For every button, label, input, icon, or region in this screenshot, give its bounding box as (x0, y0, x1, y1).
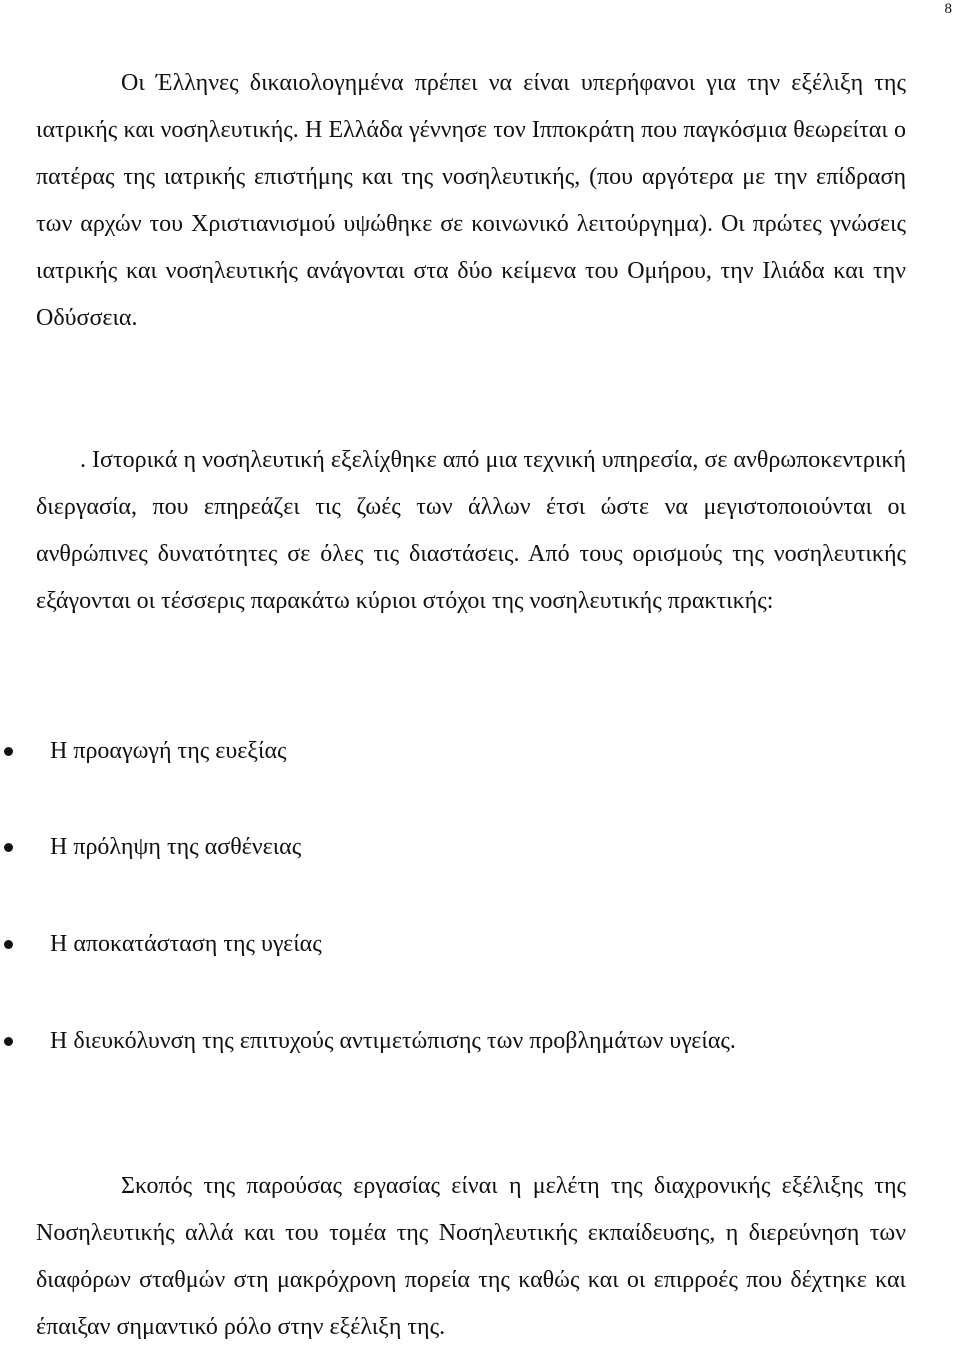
list-item (0, 824, 940, 871)
list-item (0, 921, 940, 968)
list-item-text: Η αποκατάσταση της υγείας (50, 931, 322, 957)
paragraph-history: . Ιστορικά η νοσηλευτική εξελίχθηκε από μια τεχνική υπηρεσία, σε ανθρωποκεντρική διεργασία, που επηρεάζει τις ζωές των άλλων έτσι ώστε να μεγιστοποιούνται οι ανθρώπινες δυνατότητες σε όλες τις διαστάσεις. Από τους ορισμούς της νοσηλευτικής εξάγονται οι τέσσερις παρακάτω κύριοι στόχοι της νοσηλευτικής πρακτικής: (36, 447, 906, 614)
bullet-icon (4, 747, 13, 756)
list-item-text: Η διευκόλυνση της επιτυχούς αντιμετώπισης των προβλημάτων υγείας. (50, 1028, 736, 1054)
bullet-icon (4, 1037, 13, 1046)
list-item-text: Η πρόληψη της ασθένειας (50, 834, 302, 860)
list-item (0, 1018, 940, 1065)
bullet-icon (4, 843, 13, 852)
list-item (0, 728, 940, 775)
page-number: 8 (944, 1, 952, 17)
bullet-icon (4, 940, 13, 949)
list-item-text: Η προαγωγή της ευεξίας (50, 738, 287, 764)
paragraph-purpose: Σκοπός της παρούσας εργασίας είναι η μελέτη της διαχρονικής εξέλιξης της Νοσηλευτικής αλλά και του τομέα της Νοσηλευτικής εκπαίδευσης, η διερεύνηση των διαφόρων σταθμών στη μακρόχρονη πορεία της καθώς και οι επιρροές που δέχτηκε και έπαιξαν σημαντικό ρόλο στην εξέλιξη της. (36, 1173, 906, 1340)
paragraph-intro: Οι Έλληνες δικαιολογημένα πρέπει να είναι υπερήφανοι για την εξέλιξη της ιατρικής και νοσηλευτικής. Η Ελλάδα γέννησε τον Ιπποκράτη που παγκόσμια θεωρείται ο πατέρας της ιατρικής επιστήμης και της νοσηλευτικής, (που αργότερα με την επίδραση των αρχών του Χριστιανισμού υψώθηκε σε κοινωνικό λειτούργημα). Οι πρώτες γνώσεις ιατρικής και νοσηλευτικής ανάγονται στα δύο κείμενα του Ομήρου, την Ιλιάδα και την Οδύσσεια. (36, 70, 906, 331)
